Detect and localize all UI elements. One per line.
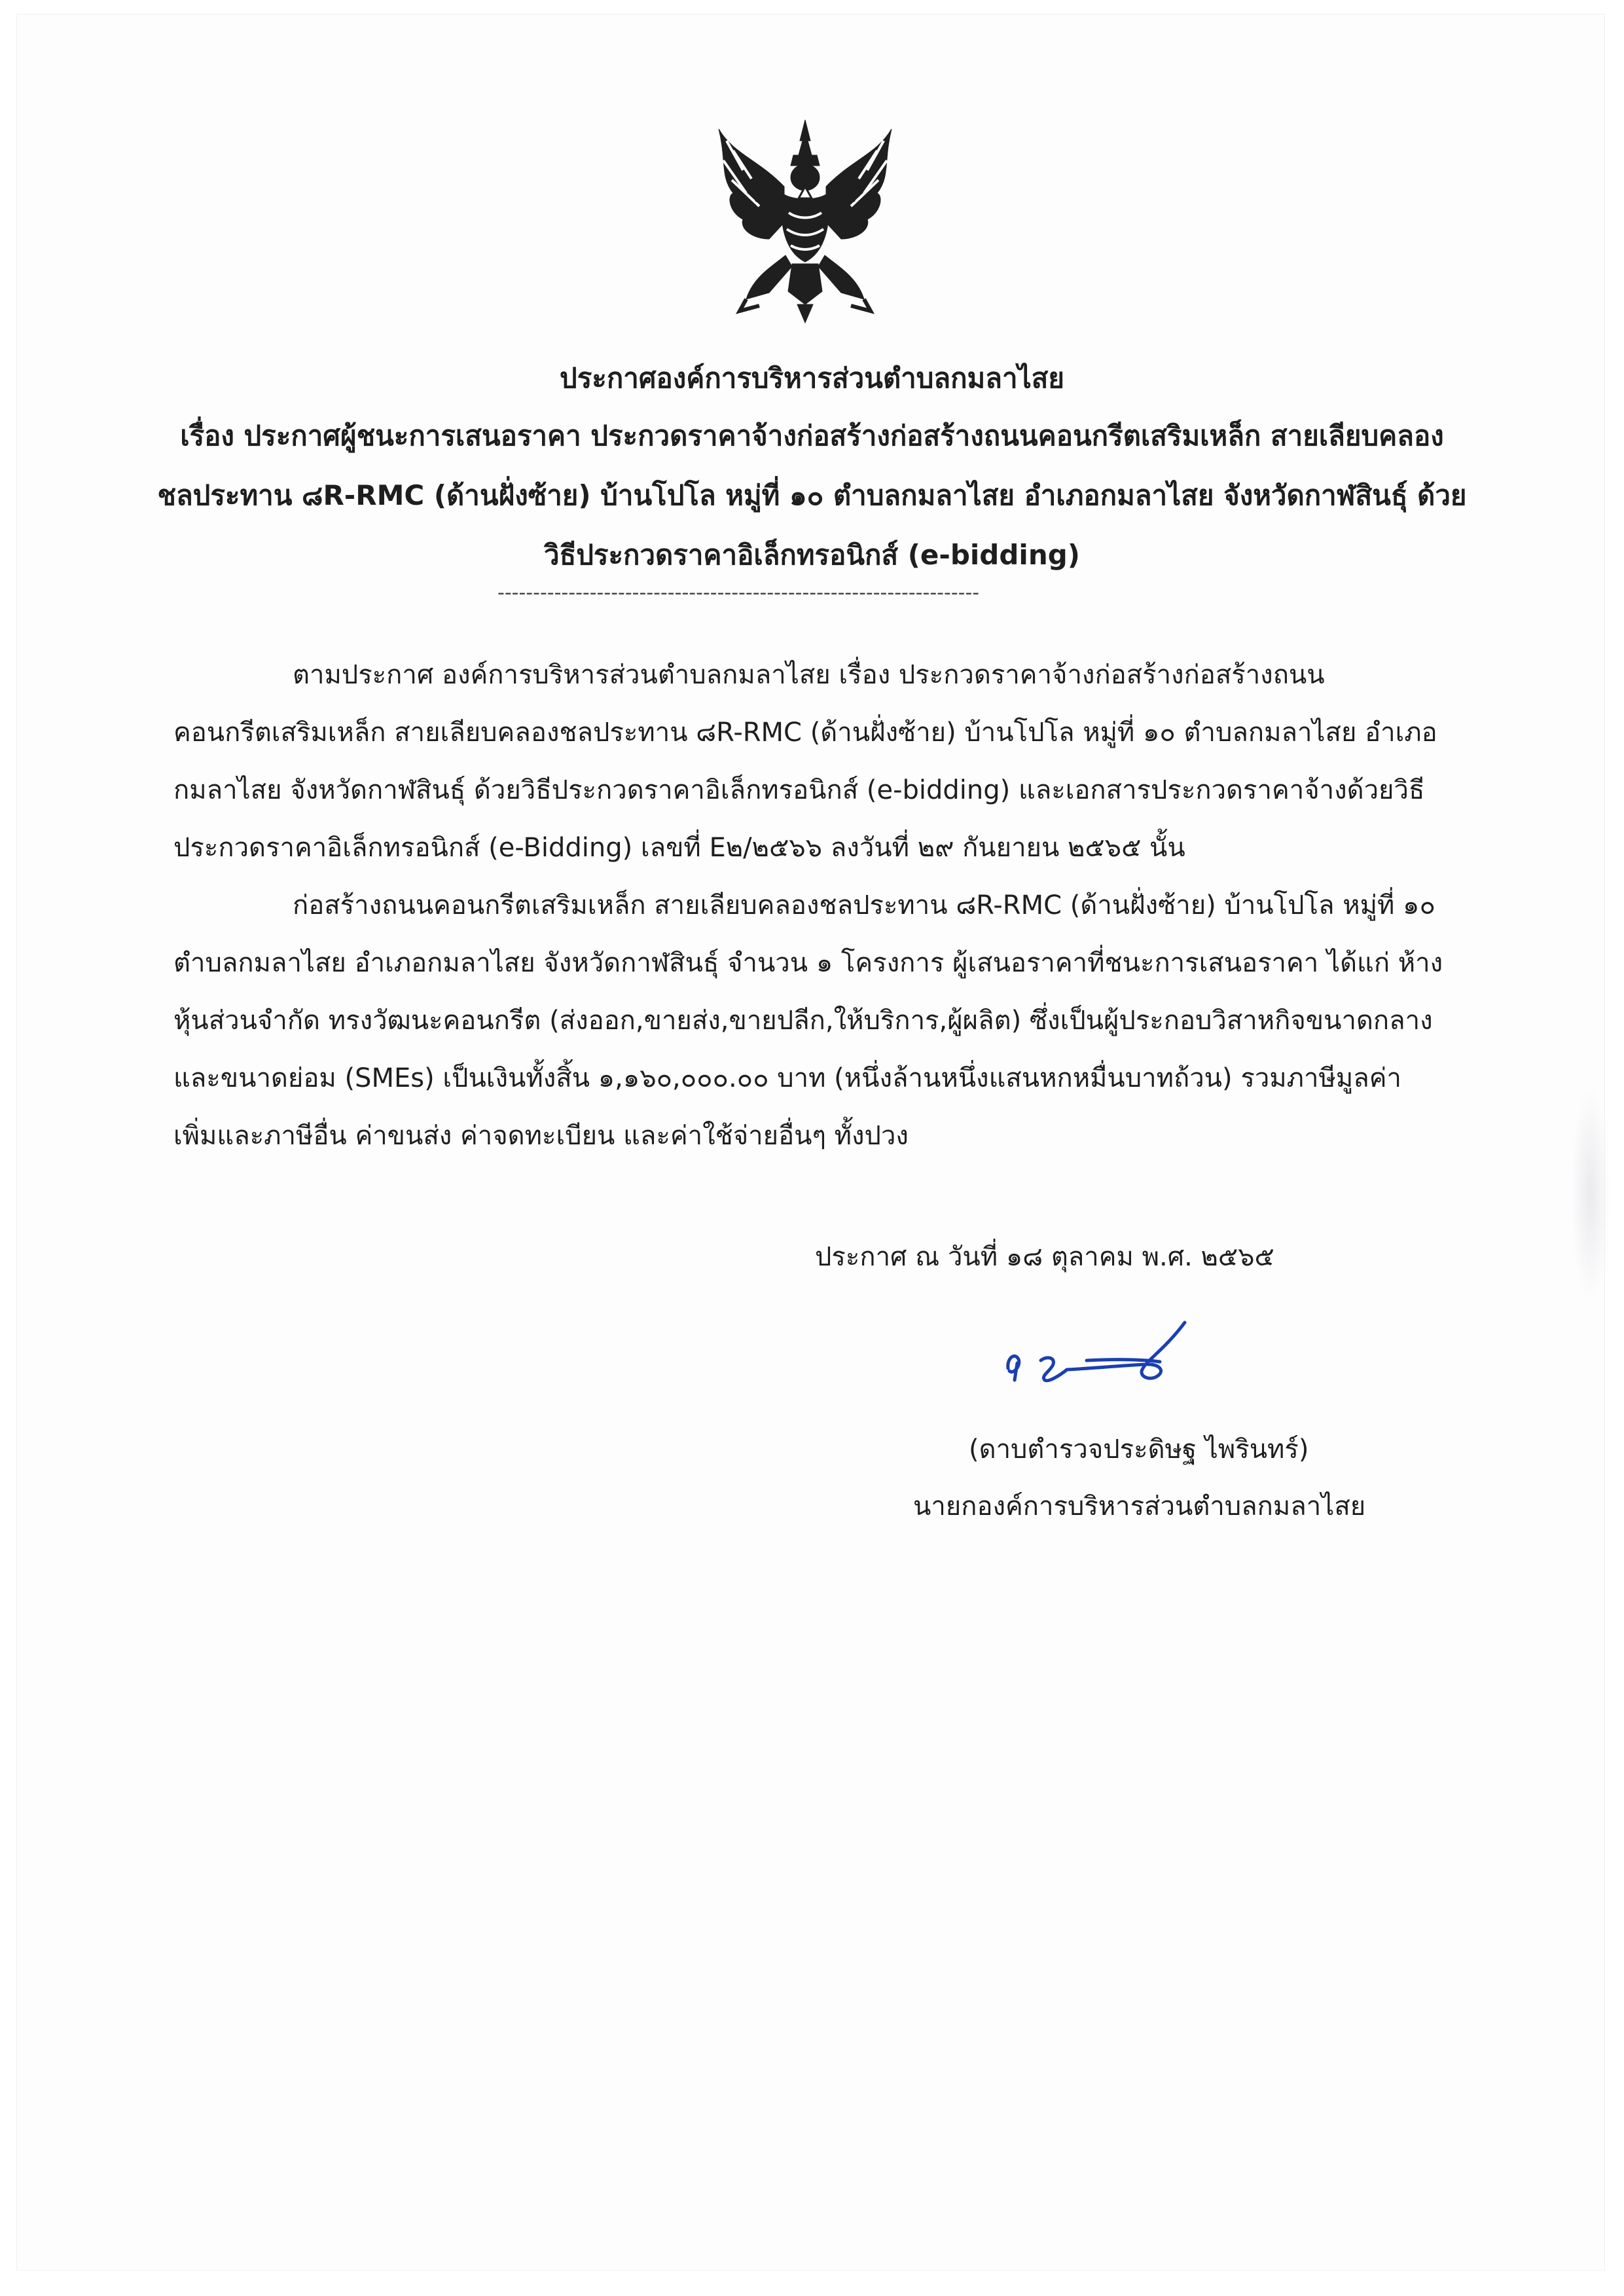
paragraph2-line-5: เพิ่มและภาษีอื่น ค่าขนส่ง ค่าจดทะเบียน และค่าใช้จ่ายอื่นๆ ทั้งปวง	[173, 1121, 909, 1151]
paragraph2-line-4: และขนาดย่อม (SMEs) เป็นเงินทั้งสิ้น ๑,๑๖๐,๐๐๐.๐๐ บาท (หนึ่งล้านหนึ่งแสนหกหมื่นบาทถ้วน) รวมภาษีมูลค่า	[173, 1063, 1401, 1093]
paragraph1-line-2: คอนกรีตเสริมเหล็ก สายเลียบคลองชลประทาน ๘R-RMC (ด้านฝั่งซ้าย) บ้านโปโล หมู่ที่ ๑๐ ตำบลกมลาไสย อำเภอ	[173, 718, 1437, 748]
handwritten-signature	[988, 1303, 1204, 1394]
signer-title: นายกองค์การบริหารส่วนตำบลกมลาไสย	[913, 1491, 1366, 1522]
paragraph2-line-2: ตำบลกมลาไสย อำเภอกมลาไสย จังหวัดกาฬสินธุ์ จำนวน ๑ โครงการ ผู้เสนอราคาที่ชนะการเสนอราคา ได้แก่ ห้าง	[173, 948, 1443, 978]
paper-smudge	[1571, 1087, 1610, 1303]
garuda-emblem-icon	[707, 115, 903, 331]
subject-line-2: ชลประทาน ๘R-RMC (ด้านฝั่งซ้าย) บ้านโปโล หมู่ที่ ๑๐ ตำบลกมลาไสย อำเภอกมลาไสย จังหวัดกาฬสินธุ์ ด้วย	[157, 479, 1467, 511]
subject-line-1: เรื่อง ประกาศผู้ชนะการเสนอราคา ประกวดราคาจ้างก่อสร้างก่อสร้างถนนคอนกรีตเสริมเหล็ก สายเลียบคลอง	[180, 420, 1444, 452]
subject-line-3: วิธีประกวดราคาอิเล็กทรอนิกส์ (e-bidding)	[544, 539, 1080, 571]
paragraph2-line-3: หุ้นส่วนจำกัด ทรงวัฒนะคอนกรีต (ส่งออก,ขายส่ง,ขายปลีก,ให้บริการ,ผู้ผลิต) ซึ่งเป็นผู้ประกอบวิสาหกิจขนาดกลาง	[173, 1006, 1433, 1036]
announce-date: ประกาศ ณ วันที่ ๑๘ ตุลาคม พ.ศ. ๒๕๖๕	[815, 1242, 1274, 1272]
paragraph1-line-4: ประกวดราคาอิเล็กทรอนิกส์ (e-Bidding) เลขที่ E๒/๒๕๖๖ ลงวันที่ ๒๙ กันยายน ๒๕๖๕ นั้น	[173, 833, 1185, 863]
signer-name: (ดาบตำรวจประดิษฐ ไพรินทร์)	[969, 1434, 1309, 1465]
paragraph2-line-1: ก่อสร้างถนนคอนกรีตเสริมเหล็ก สายเลียบคลองชลประทาน ๘R-RMC (ด้านฝั่งซ้าย) บ้านโปโล หมู่ที่ ๑๐	[293, 890, 1435, 920]
paragraph1-line-1: ตามประกาศ องค์การบริหารส่วนตำบลกมลาไสย เรื่อง ประกวดราคาจ้างก่อสร้างก่อสร้างถนน	[293, 660, 1325, 690]
paragraph1-line-3: กมลาไสย จังหวัดกาฬสินธุ์ ด้วยวิธีประกวดราคาอิเล็กทรอนิกส์ (e-bidding) และเอกสารประกวดราคาจ้างด้วยวิธี	[173, 775, 1425, 805]
separator-text: --------------------------------------------------------------------	[497, 581, 980, 604]
page-title: ประกาศองค์การบริหารส่วนตำบลกมลาไสย	[560, 362, 1064, 394]
